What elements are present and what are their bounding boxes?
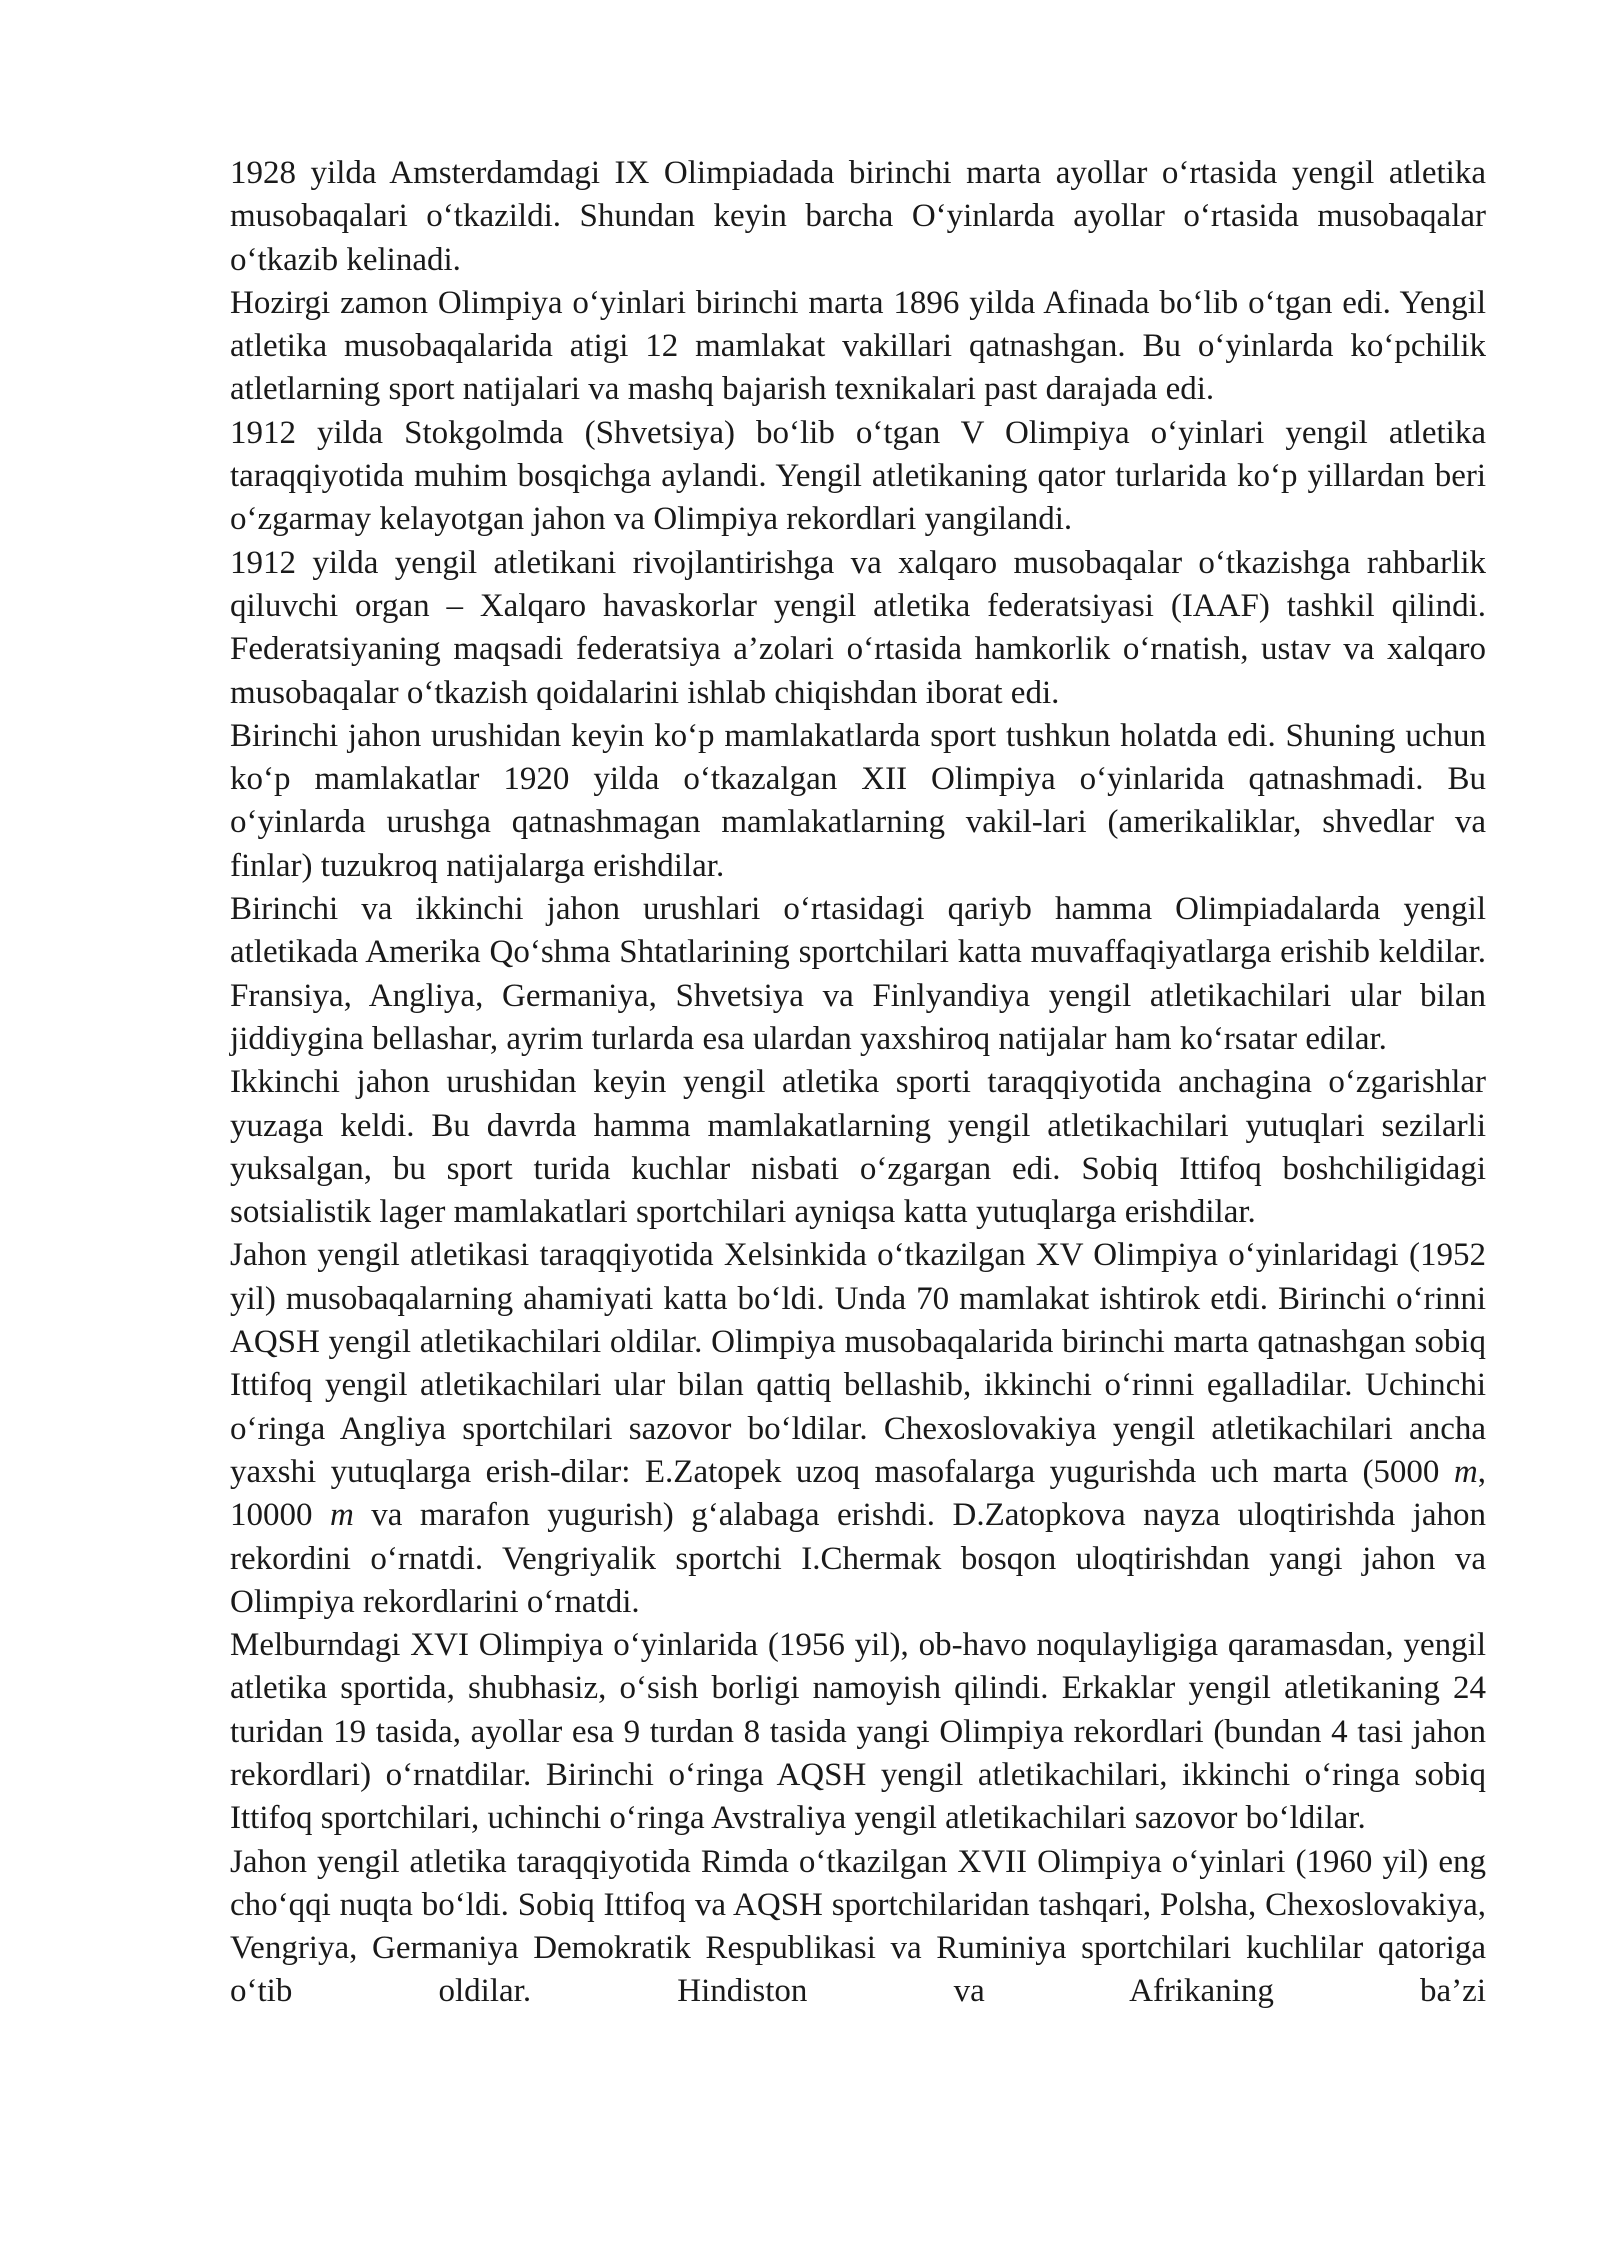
paragraph-6: Birinchi va ikkinchi jahon urushlari oʻrtasidagi qariyb hamma Olimpiadalarda yengil atletikada Amerika Qoʻshma Shtatlarining sportchilari katta muvaffaqiyatlarga erishib keldilar. Fransiya, Angliya, Germaniya, Shvetsiya va Finlyandiya yengil atletikachilari ular bilan jiddiygina bellashar, ayrim turlarda esa ulardan yaxshiroq natijalar ham koʻrsatar edilar. <box>230 891 1486 1057</box>
paragraph-2: Hozirgi zamon Olimpiya oʻyinlari birinchi marta 1896 yilda Afinada boʻlib oʻtgan edi. Yengil atletika musobaqalarida atigi 12 mamlakat vakillari qatnashgan. Bu oʻyinlarda koʻpchilik atletlarning sport natijalari va mashq bajarish texnikalari past darajada edi. <box>230 284 1486 408</box>
unit-metre: m <box>1453 1453 1478 1490</box>
paragraph-10: Jahon yengil atletika taraqqiyotida Rimda oʻtkazilgan XVII Olimpiya oʻyinlari (1960 yil) eng choʻqqi nuqta boʻldi. Sobiq Ittifoq va AQSH sportchilaridan tashqari, Polsha, Chexoslovakiya, Vengriya, Germaniya Demokratik Respublikasi va Ruminiya sportchilari kuchlilar qatoriga oʻtib oldilar. Hindiston va Afrikaning ba’zi <box>230 1843 1486 2010</box>
paragraph-1: 1928 yilda Amsterdamdagi IX Olimpiadada birinchi marta ayollar oʻrtasida yengil atletika musobaqalari oʻtkazildi. Shundan keyin barcha Oʻyinlarda ayollar oʻrtasida musobaqalar oʻtkazib kelinadi. <box>230 155 1486 278</box>
paragraph-7: Ikkinchi jahon urushidan keyin yengil atletika sporti taraqqiyotida anchagina oʻzgarishlar yuzaga keldi. Bu davrda hamma mamlakatlarning yengil atletikachilari yutuqlari sezilarli yuksalgan, bu sport turida kuchlar nisbati oʻzgargan edi. Sobiq Ittifoq boshchiligidagi sotsialistik lager mamlakatlari sportchilari ayniqsa katta yutuqlarga erishdilar. <box>230 1064 1486 1231</box>
paragraph-8: Jahon yengil atletikasi taraqqiyotida Xelsinkida oʻtkazilgan XV Olimpiya oʻyinlaridagi (1952 yil) musobaqalarning ahamiyati katta boʻldi. Unda 70 mamlakat ishtirok etdi. Birinchi oʻrinni AQSH yengil atletikachilari oldilar. Olimpiya musobaqalarida birinchi marta qatnashgan sobiq Ittifoq yengil atletikachilari ular bilan qattiq bellashib, ikkinchi oʻrinni egalladilar. Uchinchi oʻringa Angliya sportchilari sazovor boʻldilar. Chexoslovakiya yengil atletikachilari ancha yaxshi yutuqlarga erish-dilar: E.Zatopek uzoq masofalarga yugurishda uch marta (5000 m, 10000 m va marafon yugurish) gʻalabaga erishdi. D.Zatopkova nayza uloqtirishda jahon rekordini oʻrnatdi. Vengriyalik sportchi I.Chermak bosqon uloqtirishdan yangi jahon va Olimpiya rekordlarini oʻrnatdi. <box>230 1237 1487 1620</box>
unit-metre: m <box>329 1497 354 1534</box>
paragraph-9: Melburndagi XVI Olimpiya oʻyinlarida (1956 yil), ob-havo noqulayligiga qaramasdan, yengil atletika sportida, shubhasiz, oʻsish borligi namoyish qilindi. Erkaklar yengil atletikaning 24 turidan 19 tasida, ayollar esa 9 turdan 8 tasida yangi Olimpiya rekordlari (bundan 4 tasi jahon rekordlari) oʻrnatdilar. Birinchi oʻringa AQSH yengil atletikachilari, ikkinchi oʻringa sobiq Ittifoq sportchilari, uchinchi oʻringa Avstraliya yengil atletikachilari sazovor boʻldilar. <box>230 1627 1486 1837</box>
body-text <box>230 152 1486 2014</box>
paragraph-4: 1912 yilda yengil atletikani rivojlantirishga va xalqaro musobaqalar oʻtkazishga rahbarlik qiluvchi organ – Xalqaro havaskorlar yengil atletika federatsiyasi (IAAF) tashkil qilindi. Federatsiyaning maqsadi federatsiya a’zolari oʻrtasida hamkorlik oʻrnatish, ustav va xalqaro musobaqalar oʻtkazish qoidalarini ishlab chiqishdan iborat edi. <box>230 544 1486 711</box>
paragraph-5: Birinchi jahon urushidan keyin koʻp mamlakatlarda sport tushkun holatda edi. Shuning uchun koʻp mamlakatlar 1920 yilda oʻtkazalgan XII Olimpiya oʻyinlarida qatnashmadi. Bu oʻyinlarda urushga qatnashmagan mamlakatlarning vakil-lari (amerikaliklar, shvedlar va finlar) tuzukroq natijalarga erishdilar. <box>230 717 1486 884</box>
paragraph-3: 1912 yilda Stokgolmda (Shvetsiya) boʻlib oʻtgan V Olimpiya oʻyinlari yengil atletika taraqqiyotida muhim bosqichga aylandi. Yengil atletikaning qator turlarida koʻp yillardan beri oʻzgarmay kelayotgan jahon va Olimpiya rekordlari yangilandi. <box>230 414 1486 538</box>
